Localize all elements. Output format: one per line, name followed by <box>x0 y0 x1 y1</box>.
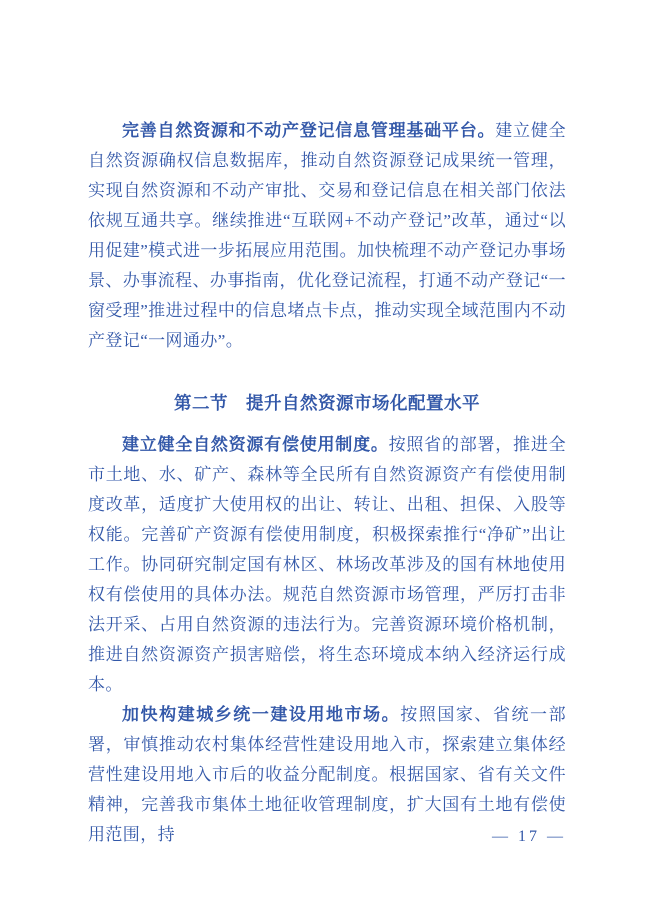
paragraph-body: 建立健全自然资源确权信息数据库，推动自然资源登记成果统一管理，实现自然资源和不动产审批、交易和登记信息在相关部门依法依规互通共享。继续推进“互联网+不动产登记”改革，通过“以用促建”模式进一步拓展应用范围。加快梳理不动产登记办事场景、办事流程、办事指南，优化登记流程，打通不动产登记“一窗受理”推进过程中的信息堵点卡点，推动实现全域范围内不动产登记“一网通办”。 <box>88 121 566 350</box>
paragraph-lead: 建立健全自然资源有偿使用制度。 <box>122 435 389 454</box>
paragraph-lead: 完善自然资源和不动产登记信息管理基础平台。 <box>122 121 496 140</box>
paragraph-body: 按照国家、省统一部署，审慎推动农村集体经营性建设用地入市，探索建立集体经营性建设用地入市后的收益分配制度。根据国家、省有关文件精神，完善我市集体土地征收管理制度，扩大国有土地有偿使用范围，持 <box>88 705 566 844</box>
document-content <box>88 116 566 850</box>
page-number: — 17 — <box>492 828 566 845</box>
paragraph-lead: 加快构建城乡统一建设用地市场。 <box>122 705 401 724</box>
section-heading: 第二节 提升自然资源市场化配置水平 <box>174 393 480 413</box>
paragraph <box>88 430 566 700</box>
paragraph-body: 按照省的部署，推进全市土地、水、矿产、森林等全民所有自然资源资产有偿使用制度改革，适度扩大使用权的出让、转让、出租、担保、入股等权能。完善矿产资源有偿使用制度，积极探索推行“净矿”出让工作。协同研究制定国有林区、林场改革涉及的国有林地使用权有偿使用的具体办法。规范自然资源市场管理，严厉打击非法开采、占用自然资源的违法行为。完善资源环境价格机制，推进自然资源资产损害赔偿，将生态环境成本纳入经济运行成本。 <box>88 435 566 694</box>
paragraph <box>88 116 566 356</box>
